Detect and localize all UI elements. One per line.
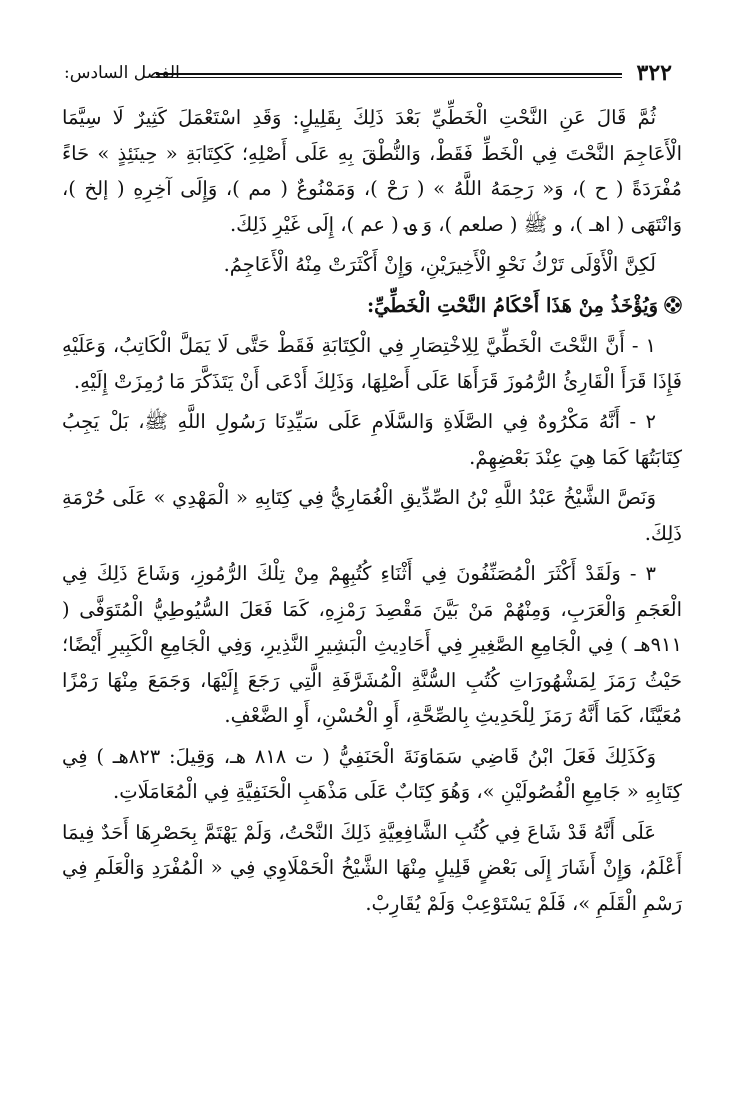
chapter-title: الفصل السادس: bbox=[64, 63, 180, 83]
section-heading: وَيُؤْخَذُ مِنْ هَذَا أَحْكَامُ النَّحْتِ الْخَطِّيِّ: bbox=[366, 293, 658, 317]
page-body bbox=[62, 100, 682, 926]
paragraph: وَنَصَّ الشَّيْخُ عَبْدُ اللَّهِ بْنُ الصِّدِّيقِ الْغُمَارِيُّ فِي كِتَابِهِ « الْمَهْدِي » عَلَى حُرْمَةِ ذَلِكَ. bbox=[62, 486, 682, 545]
page-header bbox=[64, 58, 672, 88]
section-heading-line bbox=[62, 288, 682, 324]
list-item: ٣ - وَلَقَدْ أَكْثَرَ الْمُصَنِّفُونَ فِي أَثْنَاءِ كُتُبِهِمْ مِنْ تِلْكَ الرُّمُوزِ، وَشَاعَ ذَلِكَ فِي الْعَجَمِ وَالْعَرَبِ، وَمِنْهُمْ مَنْ بَيَّنَ مَقْصِدَ رَمْزِهِ، كَمَا فَعَلَ السُّيُوطِيُّ الْمُتَوَفَّى ( ٩١١هـ ) فِي الْجَامِعِ الصَّغِيرِ فِي أَحَادِيثِ الْبَشِيرِ النَّذِيرِ، وَفِي الْجَامِعِ الْكَبِيرِ أَيْضًا؛ حَيْثُ رَمَزَ لِمَشْهُورَاتِ كُتُبِ السُّنَّةِ الْمُشَرَّفَةِ الَّتِي رَجَعَ إِلَيْهَا، وَجَمَعَ مِنْهَا رَمْزًا مُعَيَّنًا، كَمَا أَنَّهُ رَمَزَ لِلْحَدِيثِ بِالصِّحَّةِ، أَوِ الْحُسْنِ، أَوِ الضَّعْفِ. bbox=[62, 562, 682, 727]
header-rule bbox=[156, 73, 622, 75]
flower-ornament-icon bbox=[664, 290, 682, 308]
paragraph: عَلَى أَنَّهُ قَدْ شَاعَ فِي كُتُبِ الشَّافِعِيَّةِ ذَلِكَ النَّحْتُ، وَلَمْ يَهْتَمَّ بِحَصْرِهَا أَحَدٌ فِيمَا أَعْلَمُ، وَإِنْ أَشَارَ إِلَى بَعْضٍ قَلِيلٍ مِنْهَا الشَّيْخُ الْحَمْلَاوِي فِي « الْمُفْرَدِ وَالْعَلَمِ فِي رَسْمِ الْقَلَمِ »، فَلَمْ يَسْتَوْعِبْ وَلَمْ يُقَارِبْ. bbox=[62, 820, 682, 915]
paragraph: وَكَذَلِكَ فَعَلَ ابْنُ قَاضِي سَمَاوَنَةَ الْحَنَفِيُّ ( ت ٨١٨ هـ، وَقِيلَ: ٨٢٣هـ ) فِي كِتَابِهِ « جَامِعِ الْفُصُولَيْنِ »، وَهُوَ كِتَابٌ عَلَى مَذْهَبِ الْحَنَفِيَّةِ فِي الْمُعَامَلَاتِ. bbox=[62, 744, 682, 803]
paragraph: ثُمَّ قَالَ عَنِ النَّحْتِ الْخَطِّيِّ بَعْدَ ذَلِكَ بِقَلِيلٍ: وَقَدِ اسْتَعْمَلَ كَثِيرٌ لَا سِيَّمَا الْأَعَاجِمَ النَّحْتَ فِي الْخَطِّ فَقَطْ، وَالنُّطْقَ بِهِ عَلَى أَصْلِهِ؛ كَكِتَابَةِ « حِينَئِذٍ » حَاءً مُفْرَدَةً ( ح )، وَ« رَحِمَهُ اللَّهُ » ( رَحْ )، وَمَمْنُوعٌ ( مم )، وَإِلَى آخِرِهِ ( إلخ )، وَانْتَهَى ( اهـ )، و ﷺ ( صلعم )، وَ ؈ ( عم )، إِلَى غَيْرِ ذَلِكَ. bbox=[62, 106, 682, 236]
paragraph: لَكِنَّ الْأَوْلَى تَرْكُ نَحْوِ الْأَخِيرَيْنِ، وَإِنْ أَكْثَرَتْ مِنْهُ الْأَعَاجِمُ. bbox=[223, 253, 656, 276]
list-item: ١ - أَنَّ النَّحْتَ الْخَطِّيَّ لِلِاخْتِصَارِ فِي الْكِتَابَةِ فَقَطْ حَتَّى لَا يَمَلَّ الْكَاتِبُ، وَعَلَيْهِ فَإِذَا قَرَأَ الْقَارِئُ الرُّمُوزَ قَرَأَهَا عَلَى أَصْلِهَا، وَذَلِكَ أَدْعَى أَنْ يَتَذَكَّرَ مَا رُمِزَتْ إِلَيْهِ. bbox=[62, 334, 682, 393]
page-number: ٣٢٢ bbox=[636, 60, 672, 86]
header-rule-thin bbox=[156, 77, 622, 78]
list-item: ٢ - أَنَّهُ مَكْرُوهٌ فِي الصَّلَاةِ وَالسَّلَامِ عَلَى سَيِّدِنَا رَسُولِ اللَّهِ ﷺ، بَلْ يَجِبُ كِتَابَتُهَا كَمَا هِيَ عِنْدَ بَعْضِهِمْ. bbox=[62, 410, 682, 469]
